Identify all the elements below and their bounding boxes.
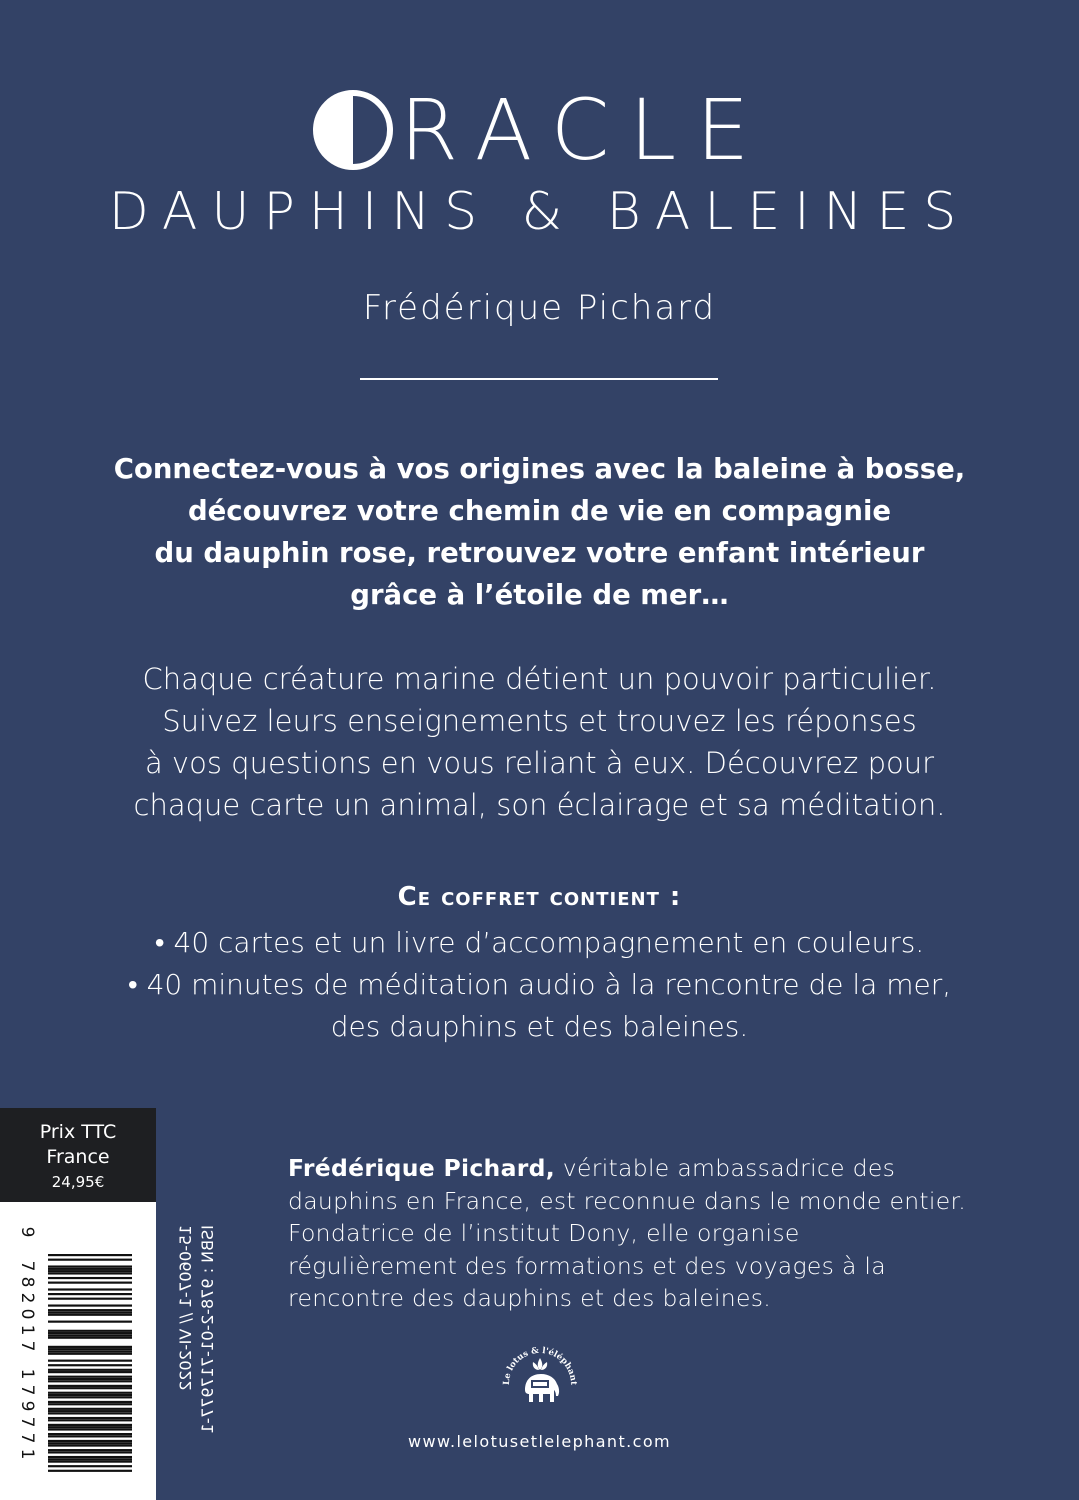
barcode-bar xyxy=(48,1348,132,1350)
barcode-bar xyxy=(48,1364,132,1366)
barcode-bar xyxy=(48,1304,132,1306)
barcode-graphic xyxy=(0,1202,156,1500)
barcode-bar xyxy=(48,1394,132,1396)
description-paragraph xyxy=(40,658,1039,826)
book-subtitle: DAUPHINS & BALEINES xyxy=(108,182,971,242)
contents-item: • 40 cartes et un livre d’accompagnement en couleurs. xyxy=(154,926,925,959)
barcode-bar xyxy=(48,1456,132,1458)
barcode-digit: 7 xyxy=(17,1260,37,1272)
book-title xyxy=(0,80,1079,180)
barcode-bar xyxy=(48,1360,132,1362)
price-amount: 24,95€ xyxy=(51,1173,105,1191)
price-country: France xyxy=(46,1146,110,1168)
barcode-digit: 9 xyxy=(17,1400,37,1412)
barcode-bar xyxy=(48,1254,132,1256)
bio-text: véritable ambassadrice des dauphins en France, est reconnue dans le monde entier. Fondatrice de l’institut Dony, elle organise régulièrement des formations et des voyages à la rencontre des dauphins et des baleines. xyxy=(288,1154,967,1312)
barcode-bar xyxy=(48,1288,132,1290)
barcode-bar xyxy=(48,1451,132,1453)
barcode-bar xyxy=(48,1353,132,1355)
barcode-digit: 7 xyxy=(17,1384,37,1396)
description-line: chaque carte un animal, son éclairage et sa méditation. xyxy=(133,788,946,822)
author-bio xyxy=(288,1152,968,1315)
elephant-icon xyxy=(525,1374,559,1402)
barcode-bar xyxy=(48,1334,132,1336)
barcode-bar xyxy=(48,1378,132,1380)
barcode-digit: 7 xyxy=(17,1432,37,1444)
barcode-digit: 8 xyxy=(17,1276,37,1288)
barcode-bar xyxy=(48,1330,132,1332)
contents-heading: Ce coffret contient : xyxy=(397,882,682,912)
barcode-bar xyxy=(48,1309,132,1311)
barcode-digit: 7 xyxy=(17,1340,37,1352)
barcode-bar xyxy=(48,1314,132,1316)
publisher-website[interactable]: www.lelotusetlelephant.com xyxy=(407,1432,672,1451)
barcode-bar xyxy=(48,1350,132,1352)
intro-line: grâce à l’étoile de mer… xyxy=(350,579,729,611)
barcode-bar xyxy=(48,1458,132,1460)
barcode-bar xyxy=(48,1272,132,1274)
divider xyxy=(360,378,718,380)
publisher-logo xyxy=(497,1332,583,1418)
barcode-digit: 1 xyxy=(17,1324,37,1336)
barcode-bar xyxy=(48,1346,132,1348)
title-text: RACLE xyxy=(399,81,770,179)
barcode-bar xyxy=(48,1337,132,1339)
publisher-logo-text: Le lotus & l'éléphant xyxy=(501,1345,579,1386)
price-box xyxy=(0,1108,156,1202)
barcode-bar xyxy=(48,1380,132,1382)
barcode-digit: 1 xyxy=(17,1448,37,1460)
barcode-bar xyxy=(48,1410,132,1412)
price-label: Prix TTC xyxy=(39,1121,117,1143)
barcode-digit: 2 xyxy=(17,1292,37,1304)
barcode-bar xyxy=(48,1403,132,1405)
barcode-bar xyxy=(48,1376,132,1378)
barcode-bar xyxy=(48,1277,132,1279)
barcode-bar xyxy=(48,1332,132,1334)
barcode-bar xyxy=(48,1369,132,1371)
barcode-digits xyxy=(17,1227,37,1460)
barcode-bar xyxy=(48,1387,132,1389)
barcode-bar xyxy=(48,1268,132,1270)
barcode-bar xyxy=(48,1396,132,1398)
barcode-bar xyxy=(48,1419,132,1421)
barcode-digit: 9 xyxy=(17,1226,37,1238)
barcode-bar xyxy=(48,1461,132,1463)
bio-author-name: Frédérique Pichard, xyxy=(288,1154,555,1182)
barcode-bar xyxy=(48,1293,132,1295)
barcode-bar xyxy=(48,1311,132,1313)
barcode-bar xyxy=(48,1392,132,1394)
barcode-bar xyxy=(48,1371,132,1373)
intro-line: découvrez votre chemin de vie en compagnie xyxy=(187,495,892,527)
isbn-number: ISBN : 978-2-01-717977-1 xyxy=(198,1225,217,1434)
half-moon-icon xyxy=(310,87,396,173)
barcode-bar xyxy=(48,1465,132,1467)
barcode-bar xyxy=(48,1385,132,1387)
barcode xyxy=(0,1202,156,1500)
barcode-bar xyxy=(48,1470,132,1472)
barcode-bar xyxy=(48,1282,132,1284)
barcode-bar xyxy=(48,1270,132,1272)
product-code: 15-0607-1 // VI-2022 xyxy=(176,1225,195,1391)
barcode-bar xyxy=(48,1259,132,1261)
barcode-bar xyxy=(48,1417,132,1419)
contents-item: des dauphins et des baleines. xyxy=(330,1010,749,1043)
barcode-digit: 1 xyxy=(17,1368,37,1380)
description-line: Chaque créature marine détient un pouvoir particulier. xyxy=(142,662,937,696)
contents-item: • 40 minutes de méditation audio à la rencontre de la mer, xyxy=(127,968,952,1001)
barcode-bar xyxy=(48,1321,132,1323)
barcode-bar xyxy=(48,1424,132,1426)
barcode-bar xyxy=(48,1412,132,1414)
intro-line: du dauphin rose, retrouvez votre enfant intérieur xyxy=(154,537,925,569)
barcode-digit: 7 xyxy=(17,1416,37,1428)
barcode-bar xyxy=(48,1401,132,1403)
barcode-bar xyxy=(48,1298,132,1300)
intro-paragraph xyxy=(40,448,1039,616)
intro-line: Connectez-vous à vos origines avec la baleine à bosse, xyxy=(113,453,966,485)
barcode-bar xyxy=(48,1265,132,1267)
barcode-digit: 0 xyxy=(17,1308,37,1320)
contents-list xyxy=(30,922,1049,1048)
barcode-bar xyxy=(48,1426,132,1428)
barcode-bar xyxy=(48,1428,132,1430)
lotus-icon xyxy=(533,1358,547,1370)
description-line: à vos questions en vous reliant à eux. Découvrez pour xyxy=(144,746,935,780)
description-line: Suivez leurs enseignements et trouvez les réponses xyxy=(162,704,917,738)
barcode-bar xyxy=(48,1408,132,1410)
author-name: Frédérique Pichard xyxy=(362,288,717,328)
